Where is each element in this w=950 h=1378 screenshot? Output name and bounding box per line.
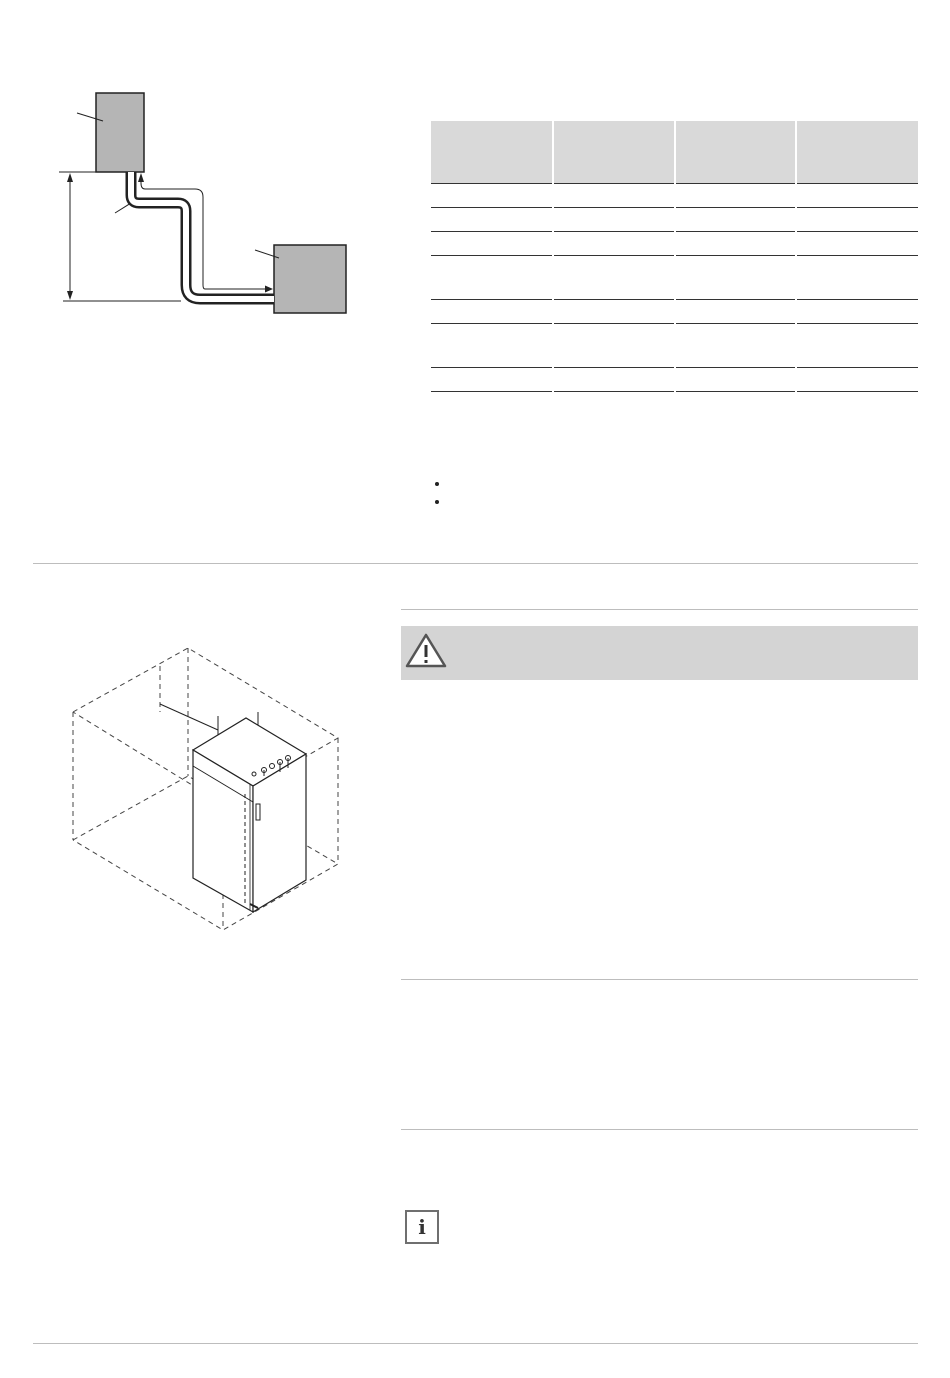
table-cell — [796, 324, 918, 368]
table-cell — [553, 256, 675, 300]
info-glyph: i — [418, 1215, 426, 1239]
bullet-dot — [435, 500, 439, 504]
table-cell — [675, 232, 797, 256]
table-row — [431, 232, 918, 256]
table-cell — [431, 368, 553, 392]
table-row — [431, 300, 918, 324]
table-cell — [431, 256, 553, 300]
door-handle — [256, 804, 260, 820]
outdoor-unit-box — [274, 245, 346, 313]
table-cell — [553, 184, 675, 208]
table-header-cell — [431, 121, 553, 184]
footer-divider — [33, 1343, 918, 1344]
flow-arrow — [141, 175, 271, 289]
pipe-routing-diagram — [55, 85, 395, 345]
table-cell — [553, 368, 675, 392]
table-cell — [796, 368, 918, 392]
table-cell — [796, 208, 918, 232]
table-row — [431, 324, 918, 368]
table-header-row — [431, 121, 918, 184]
table-cell — [675, 368, 797, 392]
table-cell — [796, 232, 918, 256]
table-cell — [553, 300, 675, 324]
table-cell — [796, 300, 918, 324]
divider-line — [401, 979, 918, 980]
table-cell — [796, 184, 918, 208]
table-cell — [675, 256, 797, 300]
table-row — [431, 208, 918, 232]
bullet-dot — [435, 482, 439, 486]
table-cell — [553, 208, 675, 232]
table-cell — [796, 256, 918, 300]
warning-bar — [401, 626, 918, 680]
table-cell — [431, 232, 553, 256]
divider-line — [401, 1129, 918, 1130]
table-cell — [675, 300, 797, 324]
table-header-cell — [796, 121, 918, 184]
warning-triangle-icon — [405, 633, 447, 669]
table-cell — [431, 324, 553, 368]
table-cell — [675, 208, 797, 232]
table-cell — [675, 324, 797, 368]
table-cell — [675, 184, 797, 208]
divider-line — [401, 609, 918, 610]
table-cell — [431, 300, 553, 324]
clearance-dimension — [160, 704, 218, 730]
heat-pump-unit — [193, 718, 306, 912]
table-row — [431, 184, 918, 208]
table-cell — [553, 232, 675, 256]
table-header-cell — [553, 121, 675, 184]
table-header-cell — [675, 121, 797, 184]
table-cell — [431, 184, 553, 208]
section-divider — [33, 563, 918, 564]
leader-line-b — [115, 203, 131, 213]
indoor-unit-box — [96, 93, 144, 172]
spec-table — [431, 121, 918, 392]
installation-clearance-diagram — [68, 642, 368, 942]
table-row — [431, 368, 918, 392]
table-cell — [431, 208, 553, 232]
info-icon — [405, 1210, 439, 1244]
table-row — [431, 256, 918, 300]
table-cell — [553, 324, 675, 368]
